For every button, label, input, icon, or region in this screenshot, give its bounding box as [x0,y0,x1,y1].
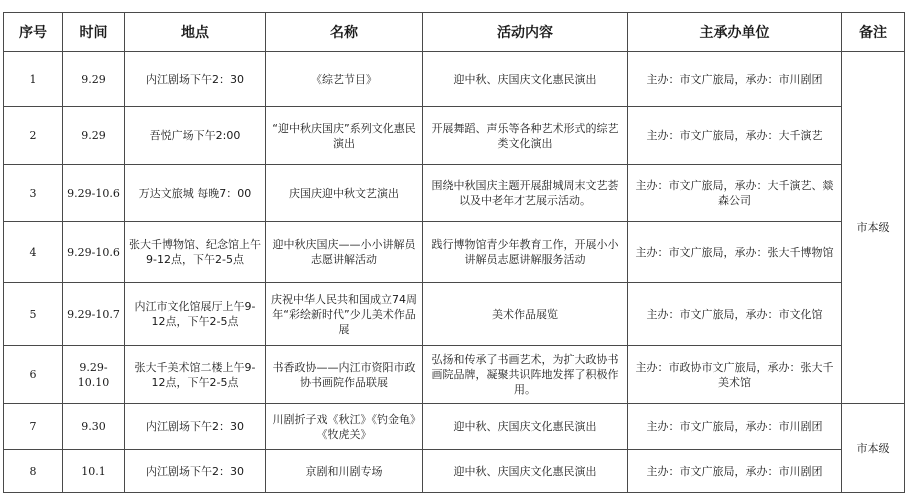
cell-seq: 6 [4,346,63,404]
header-note: 备注 [842,13,905,52]
cell-content: 弘扬和传承了书画艺术，为扩大政协书画院品牌，凝聚共识阵地发挥了积极作用。 [423,346,628,404]
cell-note-group2: 市本级 [842,404,905,493]
cell-name: 迎中秋庆国庆——小小讲解员志愿讲解活动 [266,222,423,283]
cell-content: 迎中秋、庆国庆文化惠民演出 [423,450,628,493]
cell-name: 川剧折子戏《秋江》《钓金龟》《牧虎关》 [266,404,423,450]
header-name: 名称 [266,13,423,52]
cell-place: 张大千博物馆、纪念馆上午9-12点，下午2-5点 [125,222,266,283]
header-place: 地点 [125,13,266,52]
cell-time: 9.29-10.6 [63,165,125,222]
cell-seq: 8 [4,450,63,493]
cell-name: 《综艺节目》 [266,52,423,107]
header-time: 时间 [63,13,125,52]
header-row [4,13,905,52]
cell-seq: 5 [4,283,63,346]
cell-name: 庆祝中华人民共和国成立74周年“彩绘新时代”少儿美术作品展 [266,283,423,346]
table-row [4,450,905,493]
cell-place: 张大千美术馆二楼上午9-12点，下午2-5点 [125,346,266,404]
cell-time: 9.29-10.10 [63,346,125,404]
cell-seq: 2 [4,107,63,165]
cell-place: 万达文旅城 每晚7：00 [125,165,266,222]
cell-time: 9.29-10.6 [63,222,125,283]
header-organizer: 主承办单位 [628,13,842,52]
cell-place: 内江剧场下午2：30 [125,450,266,493]
table-row [4,404,905,450]
cell-place: 内江剧场下午2：30 [125,404,266,450]
cell-content: 迎中秋、庆国庆文化惠民演出 [423,52,628,107]
cell-organizer: 主办：市文广旅局，承办：市文化馆 [628,283,842,346]
cell-time: 9.29 [63,52,125,107]
cell-time: 10.1 [63,450,125,493]
cell-place: 内江市文化馆展厅上午9-12点，下午2-5点 [125,283,266,346]
cell-organizer: 主办：市文广旅局，承办：大千演艺 [628,107,842,165]
cell-name: 京剧和川剧专场 [266,450,423,493]
cell-content: 迎中秋、庆国庆文化惠民演出 [423,404,628,450]
cell-content: 开展舞蹈、声乐等各种艺术形式的综艺类文化演出 [423,107,628,165]
cell-organizer: 主办：市文广旅局，承办：张大千博物馆 [628,222,842,283]
cell-organizer: 主办：市文广旅局，承办：市川剧团 [628,52,842,107]
header-seq: 序号 [4,13,63,52]
cell-seq: 4 [4,222,63,283]
cell-name: 书香政协——内江市资阳市政协书画院作品联展 [266,346,423,404]
cell-place: 内江剧场下午2：30 [125,52,266,107]
cell-time: 9.29-10.7 [63,283,125,346]
activity-schedule-table [3,12,905,493]
cell-time: 9.30 [63,404,125,450]
cell-organizer: 主办：市文广旅局，承办：市川剧团 [628,404,842,450]
cell-organizer: 主办：市文广旅局，承办：大千演艺、燚森公司 [628,165,842,222]
table-row [4,283,905,346]
cell-name: “迎中秋庆国庆”系列文化惠民演出 [266,107,423,165]
cell-place: 吾悦广场下午2:00 [125,107,266,165]
table-row [4,165,905,222]
cell-organizer: 主办：市文广旅局，承办：市川剧团 [628,450,842,493]
cell-seq: 1 [4,52,63,107]
header-content: 活动内容 [423,13,628,52]
cell-name: 庆国庆迎中秋文艺演出 [266,165,423,222]
cell-content: 围绕中秋国庆主题开展甜城周末文艺荟以及中老年才艺展示活动。 [423,165,628,222]
cell-seq: 7 [4,404,63,450]
table-row [4,52,905,107]
table-row [4,107,905,165]
cell-time: 9.29 [63,107,125,165]
table-row [4,346,905,404]
cell-seq: 3 [4,165,63,222]
cell-content: 践行博物馆青少年教育工作，开展小小讲解员志愿讲解服务活动 [423,222,628,283]
table-row [4,222,905,283]
cell-note-group1: 市本级 [842,52,905,404]
cell-organizer: 主办：市政协市文广旅局，承办：张大千美术馆 [628,346,842,404]
cell-content: 美术作品展览 [423,283,628,346]
